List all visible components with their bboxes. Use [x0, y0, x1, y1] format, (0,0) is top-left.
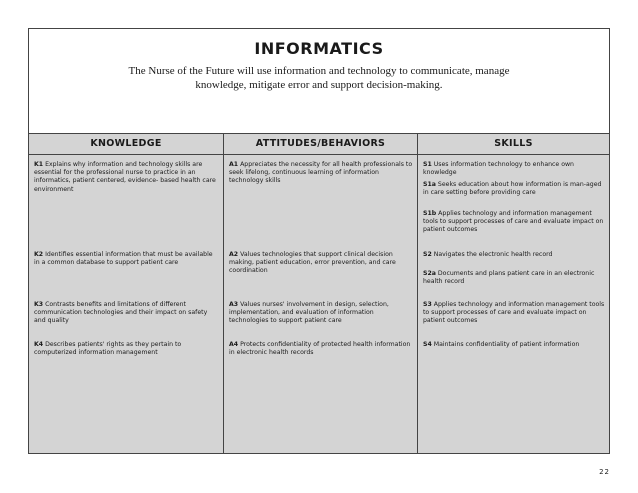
entry-code: S3 [423, 301, 432, 308]
entry-code: K2 [34, 251, 44, 258]
entry-code: A2 [229, 251, 239, 258]
list-item [229, 251, 413, 276]
competency-table [28, 28, 610, 454]
entry-code: K1 [34, 161, 44, 168]
entry-code: S2a [423, 270, 436, 277]
list-item [229, 161, 413, 186]
entry-text: Documents and plans patient care in an electronic health record [423, 270, 595, 286]
list-item [229, 301, 413, 326]
attitudes-column [223, 155, 417, 453]
entry-code: S2 [423, 251, 432, 258]
list-item [229, 341, 413, 357]
entry-code: S1b [423, 210, 437, 217]
entry-text: Values technologies that support clinical decision making, patient education, error prevention, and care coordination [229, 251, 396, 275]
entry-text: Appreciates the necessity for all health professionals to seek lifelong, continuous learning of information technology skills [229, 161, 413, 185]
entry-text: Protects confidentiality of protected health information in electronic health records [229, 341, 411, 357]
list-item [423, 161, 605, 177]
entry-code: S1 [423, 161, 432, 168]
entry-text: Applies technology and information management tools to support processes of care and evaluate impact on patient outcomes [423, 301, 605, 325]
skills-column [417, 155, 609, 453]
entry-code: K3 [34, 301, 44, 308]
list-item [34, 161, 219, 194]
entry-text: Contrasts benefits and limitations of different communication technologies and their impact on safety and quality [34, 301, 208, 325]
list-item [423, 210, 605, 235]
attitudes-heading: ATTITUDES/BEHAVIORS [223, 133, 417, 155]
entry-text: Seeks education about how information is man-aged in care setting before providing care [423, 181, 602, 197]
entry-text: Maintains confidentiality of patient information [433, 341, 580, 348]
entry-code: A1 [229, 161, 239, 168]
entry-text: Navigates the electronic health record [433, 251, 553, 258]
list-item [423, 341, 605, 349]
skills-heading: SKILLS [417, 133, 609, 155]
entry-code: A4 [229, 341, 239, 348]
entry-code: K4 [34, 341, 44, 348]
page-title: INFORMATICS [254, 39, 384, 58]
list-item [34, 341, 219, 357]
list-item [423, 181, 605, 197]
list-item [34, 251, 219, 267]
entry-code: A3 [229, 301, 239, 308]
list-item [423, 301, 605, 326]
entry-text: Explains why information and technology skills are essential for the professional nurse to practice in an informatics, patient centered, evidence- based health care environment [34, 161, 216, 193]
list-item [34, 301, 219, 326]
knowledge-column [29, 155, 223, 453]
knowledge-heading: KNOWLEDGE [29, 133, 223, 155]
entry-text: Describes patients' rights as they pertain to computerized information management [34, 341, 182, 357]
entry-text: Values nurses' involvement in design, selection, implementation, and evaluation of information technologies to support patient care [229, 301, 389, 325]
entry-text: Uses information technology to enhance own knowledge [423, 161, 574, 177]
page-subtitle: The Nurse of the Future will use information and technology to communicate, manage knowledge, mitigate error and support decision-making. [128, 65, 510, 91]
list-item [423, 270, 605, 286]
entry-code: S1a [423, 181, 436, 188]
list-item [423, 251, 605, 259]
table-header [29, 29, 609, 108]
page-number: 22 [599, 468, 610, 476]
entry-text: Identifies essential information that must be available in a common database to support patient care [34, 251, 213, 267]
entry-code: S4 [423, 341, 432, 348]
header-spacer [29, 107, 609, 133]
entry-text: Applies technology and information management tools to support processes of care and evaluate impact on patient outcomes [423, 210, 604, 234]
